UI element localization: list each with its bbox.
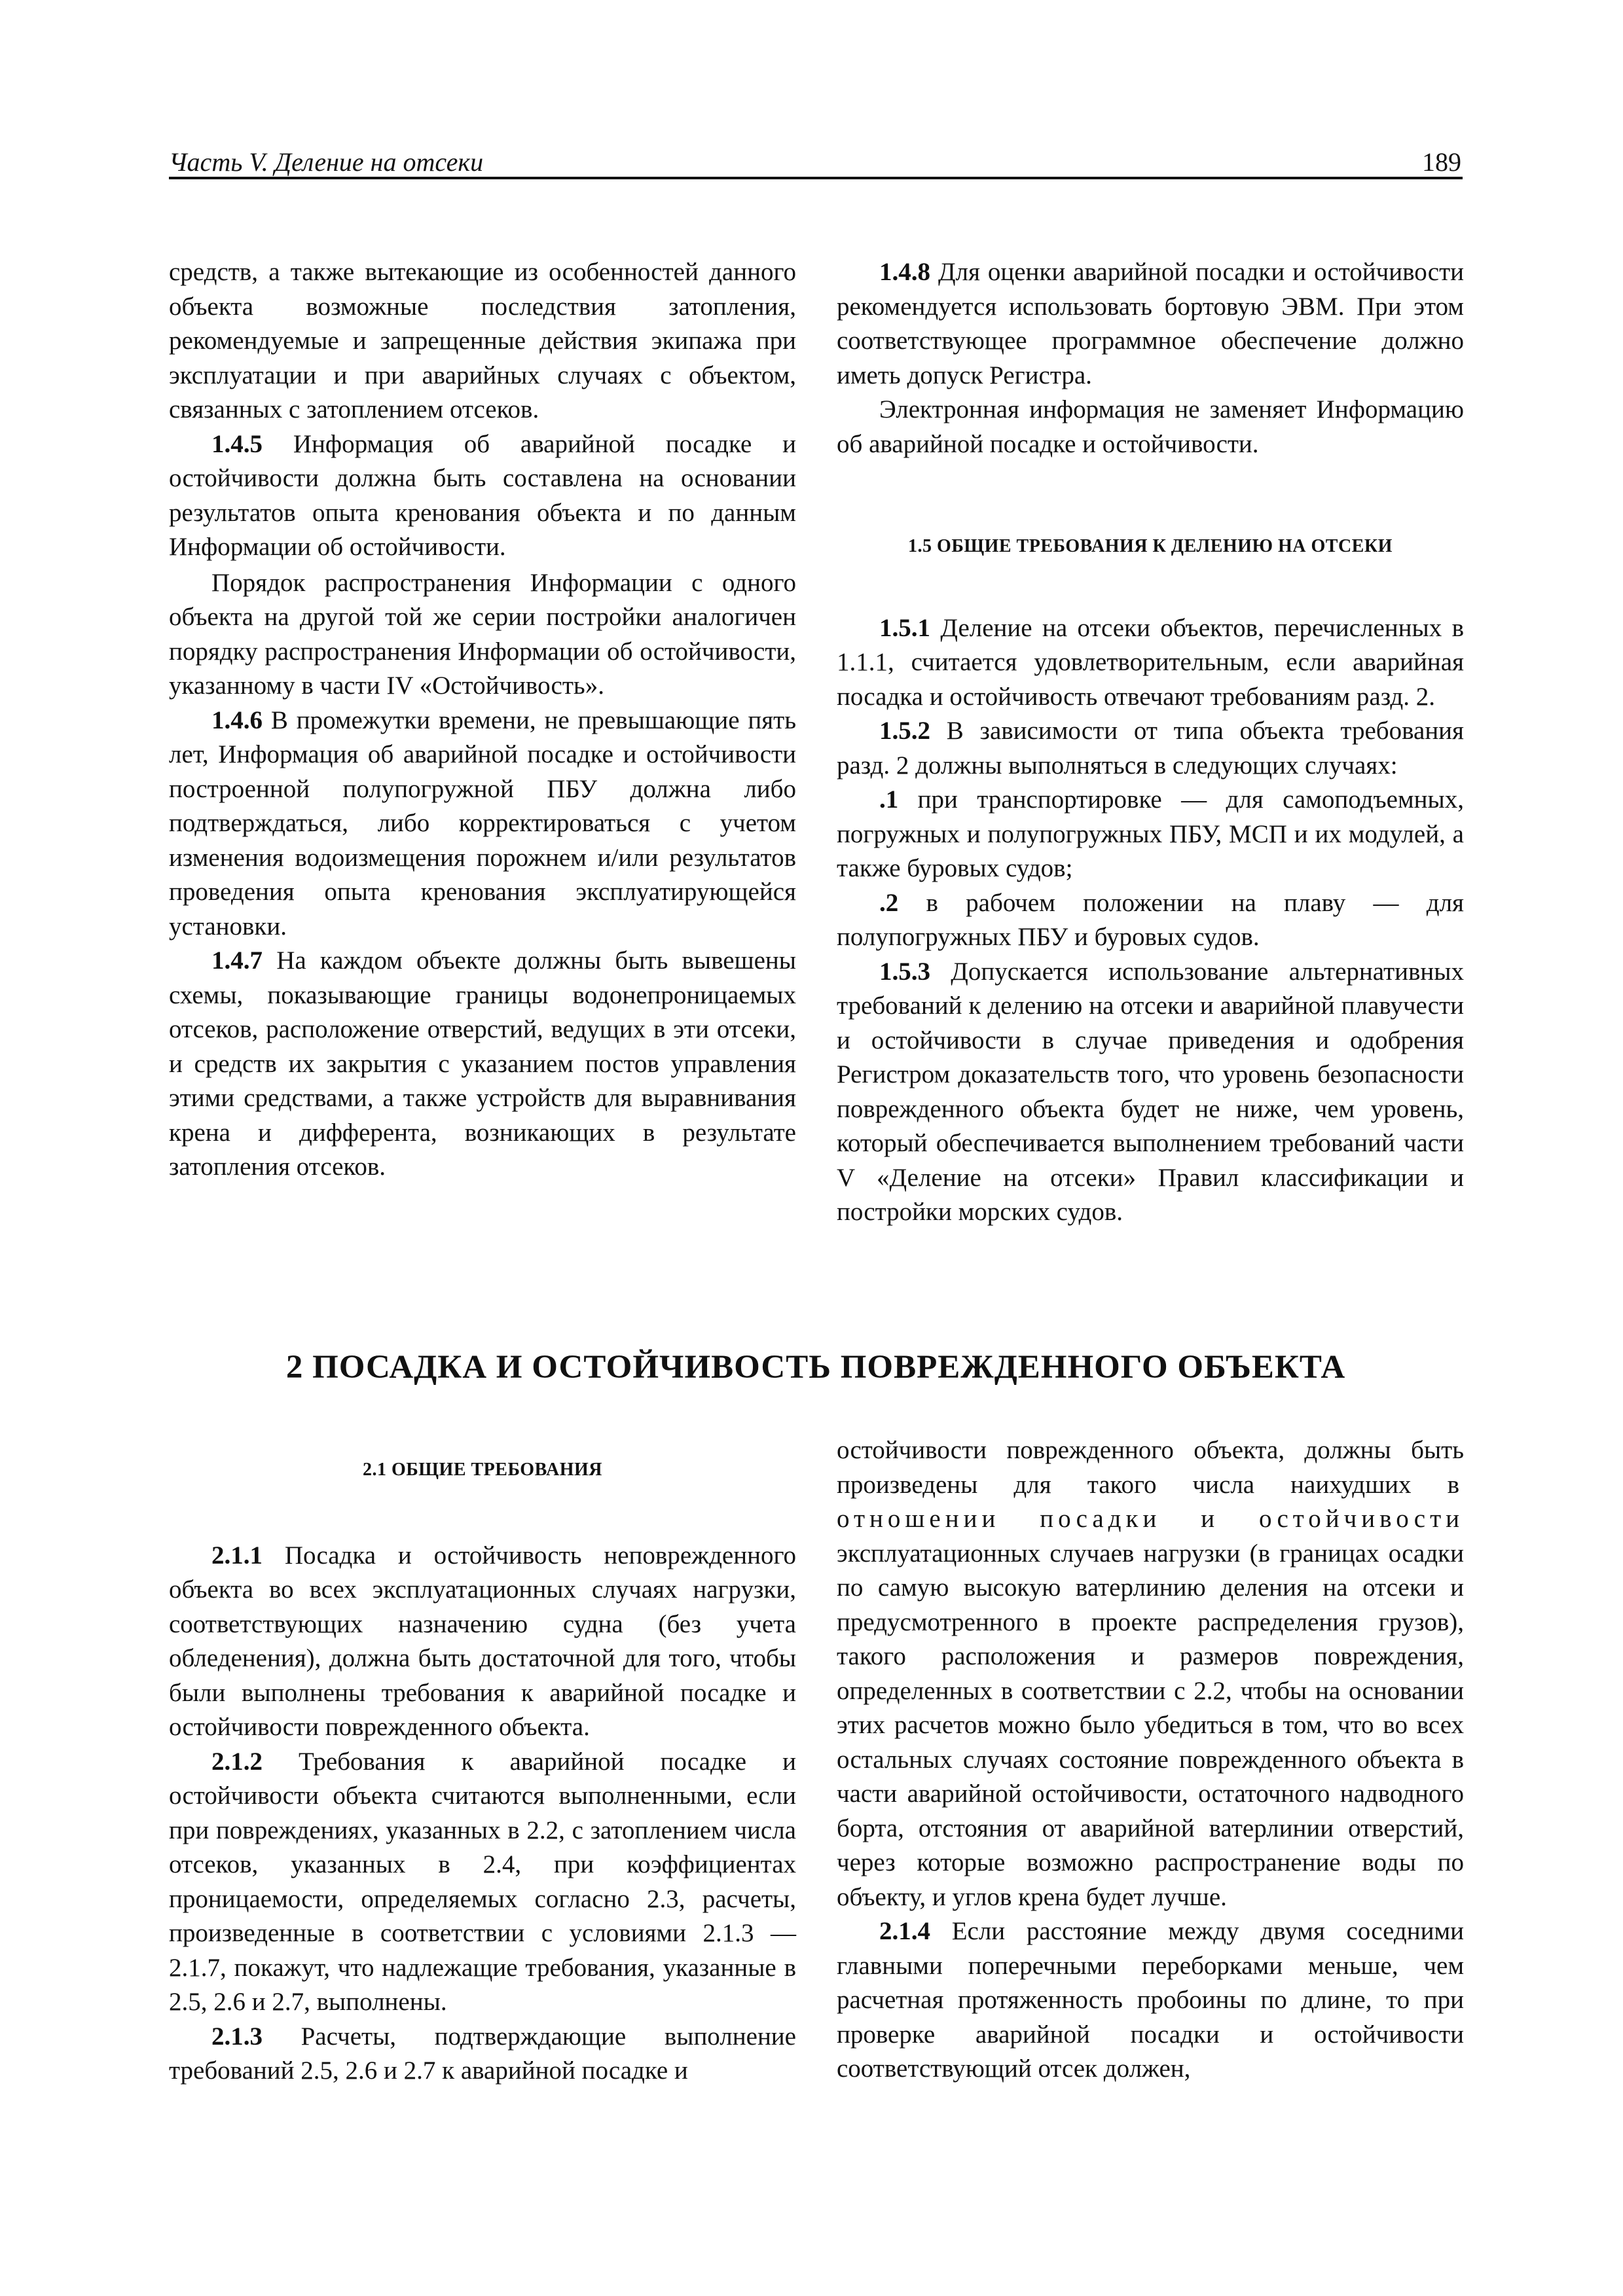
paragraph: 2.1.2 Требования к аварийной посадке и остойчивости объекта считаются выполненными, если при повреждениях, указанных в 2.2, с затоплением числа отсеков, указанных в 2.4, при коэффициентах проницаемости, определяемых согласно 2.3, расчеты, произведенные в соответствии с условиями 2.1.3 — 2.1.7, покажут, что надлежащие требования, указанные в 2.5, 2.6 и 2.7, выполнены. — [169, 1747, 796, 2016]
paragraph: 1.5.2 В зависимости от типа объекта требования разд. 2 должны выполняться в следующих случаях: — [837, 717, 1464, 780]
paragraph: остойчивости поврежденного объекта, должны быть произведены для такого числа наихудших в отношении посадки и остойчивости эксплуатационных случаев нагрузки (в границах осадки по самую высокую ватерлинию деления на отсеки и предусмотренного в проекте распределения грузов), такого расположения и размеров повреждения, определенных в соответствии с 2.2, чтобы на основании этих расчетов можно было убедиться в том, что во всех остальных случаях состояние поврежденного объекта в части аварийной остойчивости, остаточного надводного борта, отстояния от аварийной ватерлинии отверстий, через которые возможно распространение воды по объекту, и углов крена будет лучше. — [837, 1436, 1464, 1911]
chapter-heading: 2 ПОСАДКА И ОСТОЙЧИВОСТЬ ПОВРЕЖДЕННОГО ОБЪЕКТА — [285, 1349, 1346, 1386]
paragraph: средств, а также вытекающие из особенностей данного объекта возможные последствия затопления, рекомендуемые и запрещенные действия экипажа при эксплуатации и при аварийных случаях с объектом, связанных с затоплением отсеков. — [169, 258, 796, 423]
paragraph: 2.1.3 Расчеты, подтверждающие выполнение требований 2.5, 2.6 и 2.7 к аварийной посадке и — [169, 2022, 796, 2085]
paragraph: Электронная информация не заменяет Информацию об аварийной посадке и остойчивости. — [837, 395, 1464, 458]
page-number: 189 — [1422, 147, 1461, 177]
bottom-right-column — [837, 1433, 1464, 2087]
list-item: .2 в рабочем положении на плаву — для полупогружных ПБУ и буровых судов. — [837, 888, 1464, 951]
paragraph: 1.4.7 На каждом объекте должны быть вывешены схемы, показывающие границы водонепроницаемых отсеков, расположение отверстий, ведущих в эти отсеки, и средств их закрытия с указанием постов управления этими средствами, а также устройств для выравнивания крена и дифферента, возникающих в результате затопления отсеков. — [169, 946, 796, 1181]
top-right-column — [837, 255, 1464, 1230]
paragraph: 1.5.3 Допускается использование альтернативных требований к делению на отсеки и аварийной плавучести и остойчивости в случае приведения и одобрения Регистром доказательств того, что уровень безопасности поврежденного объекта будет не ниже, чем уровень, который обеспечивается выполнением требований части V «Деление на отсеки» Правил классификации и постройки морских судов. — [837, 957, 1464, 1226]
paragraph: 1.4.8 Для оценки аварийной посадки и остойчивости рекомендуется использовать бортовую ЭВМ. При этом соответствующее программное обеспечение должно иметь допуск Регистра. — [837, 258, 1464, 389]
running-title: Часть V. Деление на отсеки — [169, 147, 484, 177]
section-heading-1-5: 1.5 ОБЩИЕ ТРЕБОВАНИЯ К ДЕЛЕНИЮ НА ОТСЕКИ — [908, 536, 1393, 556]
paragraph: 1.4.5 Информация об аварийной посадке и остойчивости должна быть составлена на основании результатов опыта кренования объекта и по данным Информации об остойчивости. — [169, 429, 796, 561]
section-heading-2-1: 2.1 ОБЩИЕ ТРЕБОВАНИЯ — [363, 1460, 602, 1480]
paragraph: 2.1.4 Если расстояние между двумя соседними главными поперечными переборками меньше, чем расчетная протяженность пробоины по длине, то при проверке аварийной посадки и остойчивости соответствующий отсек должен, — [837, 1917, 1464, 2083]
paragraph: 2.1.1 Посадка и остойчивость неповрежденного объекта во всех эксплуатационных случаях нагрузки, соответствующих назначению судна (без учета обледенения), должна быть достаточной для того, чтобы были выполнены требования к аварийной посадке и остойчивости поврежденного объекта. — [169, 1541, 796, 1741]
list-item: .1 при транспортировке — для самоподъемных, погружных и полупогружных ПБУ, МСП и их модулей, а также буровых судов; — [837, 785, 1464, 882]
paragraph: 1.5.1 Деление на отсеки объектов, перечисленных в 1.1.1, считается удовлетворительным, если аварийная посадка и остойчивость отвечают требованиям разд. 2. — [837, 613, 1464, 711]
page-header — [169, 147, 1463, 179]
bottom-left-column — [169, 1453, 796, 2089]
paragraph: 1.4.6 В промежутки времени, не превышающие пять лет, Информация об аварийной посадке и остойчивости построенной полупогружной ПБУ должна либо подтверждаться, либо корректироваться с учетом изменения водоизмещения порожнем и/или результатов проведения опыта кренования эксплуатирующейся установки. — [169, 706, 796, 941]
top-left-column — [169, 255, 796, 1185]
paragraph: Порядок распространения Информации с одного объекта на другой той же серии постройки аналогичен порядку распространения Информации об остойчивости, указанному в части IV «Остойчивость». — [169, 568, 796, 700]
